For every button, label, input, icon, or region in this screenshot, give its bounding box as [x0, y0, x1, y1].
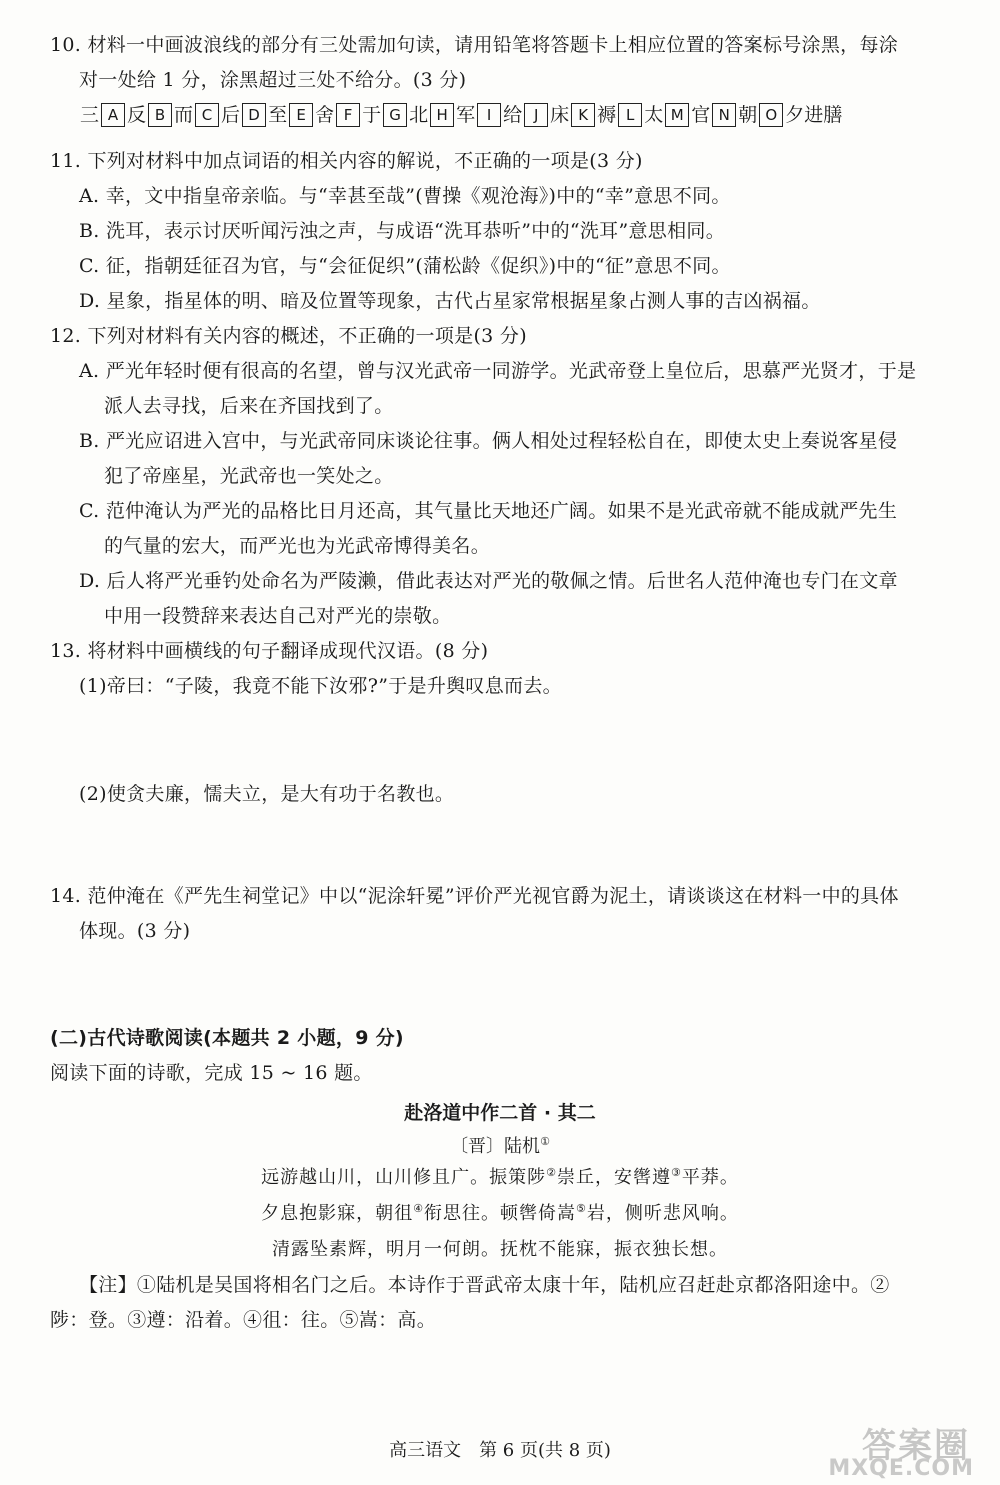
q10-word: 朝: [738, 104, 758, 126]
q10-word: 于: [362, 104, 382, 126]
poem-note-mark: ②: [546, 1166, 557, 1179]
q11-option-c: C. 征，指朝廷征召为官，与“会征促织”(蒲松龄《促织》)中的“征”意思不同。: [79, 255, 731, 277]
watermark-top-text: 答案圈: [862, 1426, 970, 1466]
q13-stem: 13. 将材料中画横线的句子翻译成现代汉语。(8 分): [50, 640, 489, 662]
q12-option-d-line1: D. 后人将严光垂钓处命名为严陵濑，借此表达对严光的敬佩之情。后世名人范仲淹也专门在文章: [79, 570, 898, 592]
q10-line1: 10. 材料一中画波浪线的部分有三处需加句读，请用铅笔将答题卡上相应位置的答案标号涂黑，每涂: [50, 34, 899, 56]
q10-answer-box-o: O: [759, 103, 783, 127]
poem-line-text: 夕息抱影寐，朝徂: [261, 1203, 414, 1224]
q10-answer-box-j: J: [524, 103, 548, 127]
q10-answer-sequence: [79, 102, 843, 128]
q12-option-b-line1: B. 严光应诏进入宫中，与光武帝同床谈论往事。俩人相处过程轻松自在，即使太史上奏说客星侵: [79, 430, 898, 452]
q12-option-a-line1: A. 严光年轻时便有很高的名望，曾与汉光武帝一同游学。光武帝登上皇位后，思慕严光贤才，于是: [79, 360, 917, 382]
q10-word: 褥: [597, 104, 617, 126]
q11-option-d: D. 星象，指星体的明、暗及位置等现象，古代占星家常根据星象占测人事的吉凶祸福。: [79, 290, 821, 312]
poem-author-name: 〔晋〕陆机: [450, 1136, 541, 1157]
poem-note-mark: ④: [413, 1202, 424, 1215]
q10-word: 三: [80, 104, 100, 126]
q10-answer-box-k: K: [571, 103, 595, 127]
poem-note-line2: 陟：登。③遵：沿着。④徂：往。⑤嵩：高。: [50, 1309, 437, 1331]
poem-line: [0, 1163, 1000, 1189]
q10-word: 舍: [315, 104, 335, 126]
poem-author: [0, 1132, 1000, 1158]
watermark-logo: [798, 1418, 978, 1480]
q10-word: 军: [456, 104, 476, 126]
q10-word: 太: [644, 104, 664, 126]
q10-answer-box-d: D: [242, 103, 266, 127]
q12-option-a-line2: 派人去寻找，后来在齐国找到了。: [104, 395, 394, 417]
q14-line1: 14. 范仲淹在《严先生祠堂记》中以“泥涂轩冕”评价严光视官爵为泥土，请谈谈这在材料一中的具体: [50, 885, 899, 907]
q13-sentence-1: (1)帝曰：“子陵，我竟不能下汝邪?”于是升舆叹息而去。: [79, 675, 562, 697]
q10-answer-box-n: N: [712, 103, 736, 127]
section2-instruction: 阅读下面的诗歌，完成 15 ~ 16 题。: [50, 1062, 373, 1084]
q10-word: 反: [127, 104, 147, 126]
q10-answer-box-a: A: [101, 103, 125, 127]
q10-word: 给: [503, 104, 523, 126]
q12-option-c-line2: 的气量的宏大，而严光也为光武帝博得美名。: [104, 535, 491, 557]
q10-word: 至: [268, 104, 288, 126]
q11-option-b: B. 洗耳，表示讨厌听闻污浊之声，与成语“洗耳恭听”中的“洗耳”意思相同。: [79, 220, 725, 242]
q10-answer-box-e: E: [289, 103, 313, 127]
poem-line-text: 平莽。: [681, 1167, 739, 1188]
q10-answer-box-i: I: [477, 103, 501, 127]
poem-author-note-mark: ①: [540, 1135, 550, 1148]
watermark-bottom-text: MXQE.COM: [828, 1456, 974, 1481]
q10-answer-box-b: B: [148, 103, 172, 127]
page-footer: 高三语文 第 6 页(共 8 页): [389, 1440, 611, 1461]
q12-option-c-line1: C. 范仲淹认为严光的品格比日月还高，其气量比天地还广阔。如果不是光武帝就不能成就严先生: [79, 500, 898, 522]
q10-word: 后: [221, 104, 241, 126]
section2-heading: (二)古代诗歌阅读(本题共 2 小题，9 分): [50, 1027, 404, 1049]
q10-answer-box-f: F: [336, 103, 360, 127]
q11-option-a: A. 幸，文中指皇帝亲临。与“幸甚至哉”(曹操《观沧海》)中的“幸”意思不同。: [79, 185, 731, 207]
poem-line-text: 崇丘，安辔遵: [557, 1167, 671, 1188]
q13-sentence-2: (2)使贪夫廉，懦夫立，是大有功于名教也。: [79, 783, 455, 805]
q12-option-b-line2: 犯了帝座星，光武帝也一笑处之。: [104, 465, 394, 487]
q10-answer-box-g: G: [383, 103, 407, 127]
poem-line-text: 远游越山川，山川修且广。振策陟: [261, 1167, 547, 1188]
q10-answer-box-c: C: [195, 103, 219, 127]
q10-answer-box-l: L: [618, 103, 642, 127]
q11-stem: 11. 下列对材料中加点词语的相关内容的解说，不正确的一项是(3 分): [50, 150, 643, 172]
q12-option-d-line2: 中用一段赞辞来表达自己对严光的崇敬。: [104, 605, 452, 627]
poem-line: [0, 1235, 1000, 1261]
poem-line-text: 清露坠素辉，明月一何朗。抚枕不能寐，振衣独长想。: [272, 1239, 728, 1260]
q10-word: 北: [409, 104, 429, 126]
q10-tail: 夕进膳: [785, 104, 843, 126]
poem-line-text: 衔思往。顿辔倚嵩: [424, 1203, 576, 1224]
q14-line2: 体现。(3 分): [79, 920, 191, 942]
q10-word: 而: [174, 104, 194, 126]
poem-line: [0, 1199, 1000, 1225]
poem-note-mark: ⑤: [576, 1202, 587, 1215]
poem-note-mark: ③: [671, 1166, 682, 1179]
q10-line2: 对一处给 1 分，涂黑超过三处不给分。(3 分): [79, 69, 467, 91]
q10-word: 床: [550, 104, 570, 126]
poem-note-line1: 【注】①陆机是吴国将相名门之后。本诗作于晋武帝太康十年，陆机应召赶赴京都洛阳途中。②: [79, 1274, 890, 1296]
q10-word: 官: [691, 104, 711, 126]
poem-title: 赴洛道中作二首 · 其二: [404, 1102, 596, 1124]
q10-answer-box-m: M: [665, 103, 689, 127]
q10-answer-box-h: H: [430, 103, 454, 127]
q12-stem: 12. 下列对材料有关内容的概述，不正确的一项是(3 分): [50, 325, 527, 347]
poem-line-text: 岩，侧听悲风响。: [586, 1203, 739, 1224]
